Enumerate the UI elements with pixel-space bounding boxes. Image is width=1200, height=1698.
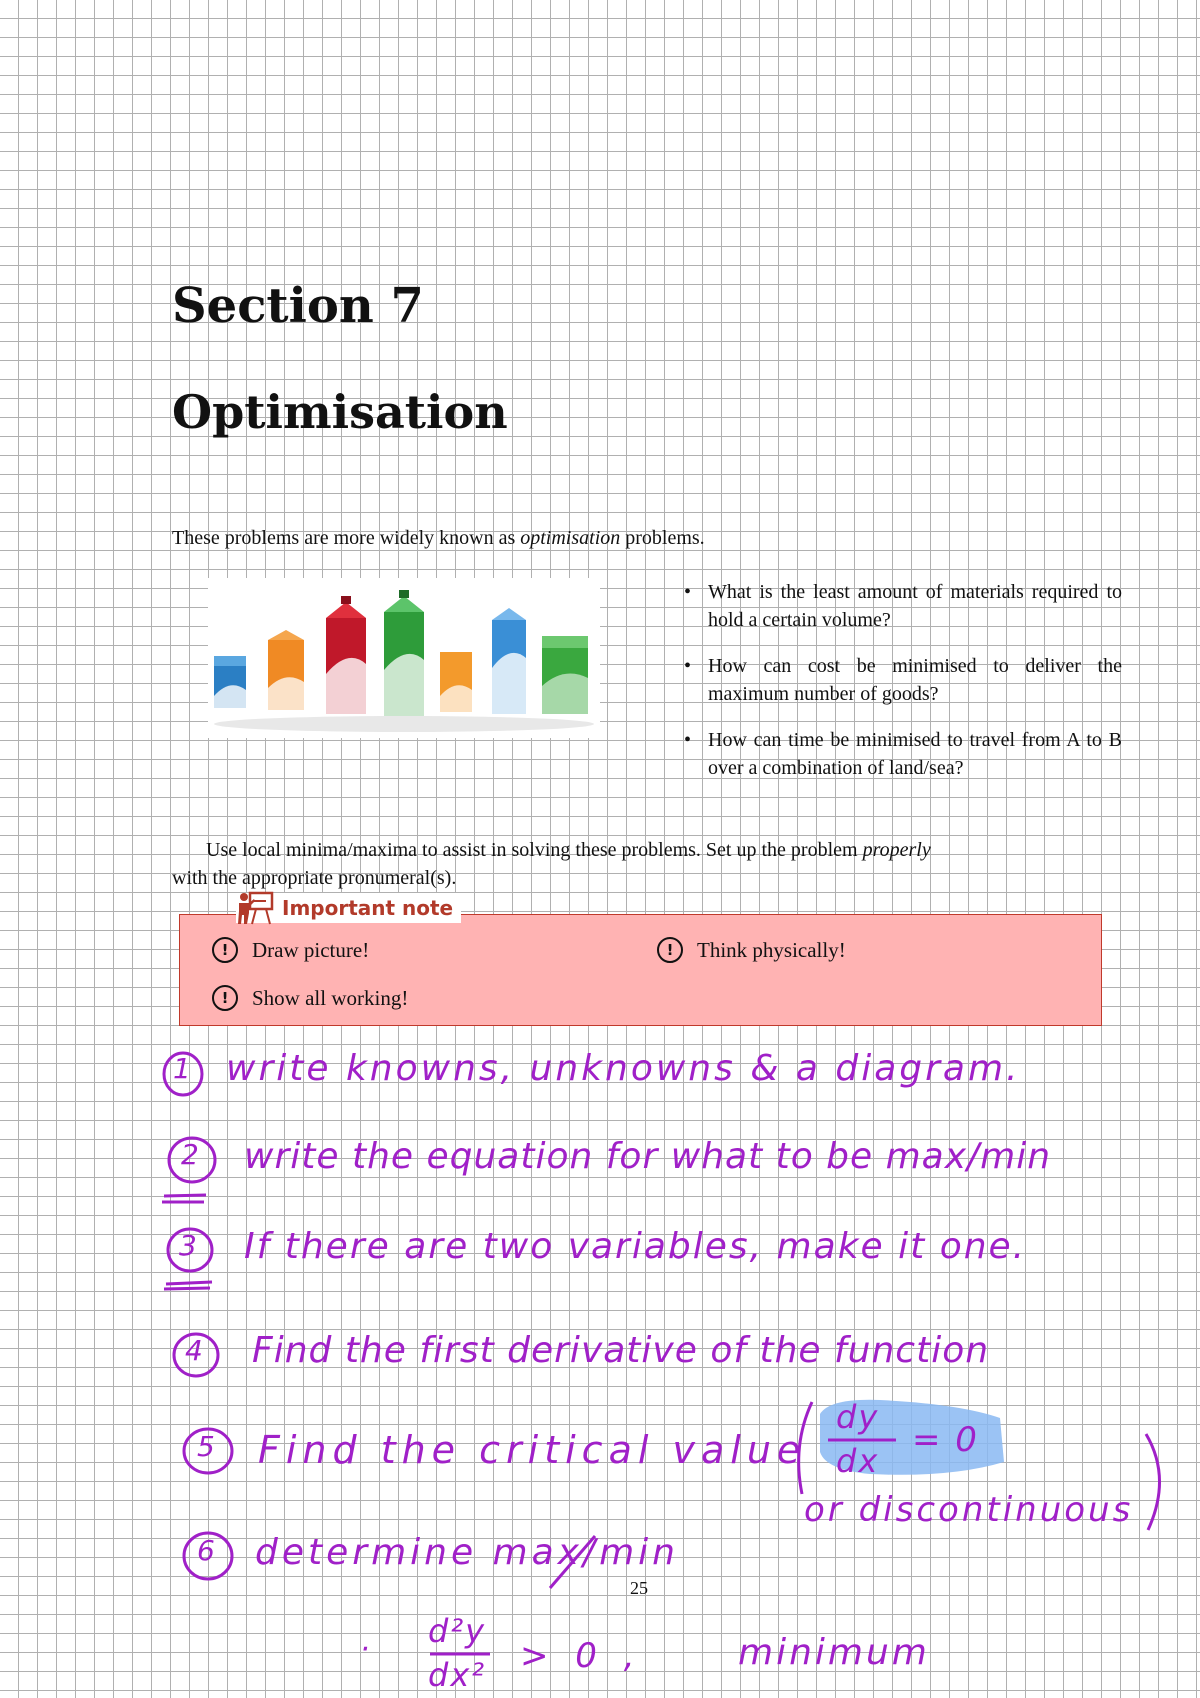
underline-mark	[164, 1282, 212, 1289]
important-note-title: Important note	[282, 896, 454, 920]
note-item-text: Think physically!	[697, 937, 846, 962]
equals-zero: = 0	[912, 1420, 979, 1460]
page-title: Optimisation	[172, 385, 508, 439]
note-item-text: Show all working!	[252, 985, 409, 1010]
close-bracket	[1146, 1434, 1160, 1530]
step-number: 2	[181, 1138, 201, 1171]
step-text: determine max/min	[255, 1532, 679, 1573]
note-item-text: Draw picture!	[252, 937, 370, 962]
step-number: 1	[173, 1052, 193, 1085]
step-text: write the equation for what to be max/min	[244, 1136, 1052, 1177]
step-number: 5	[197, 1430, 217, 1463]
step-number: 3	[179, 1229, 199, 1262]
section-label: Section 7	[172, 278, 424, 334]
step-number: 4	[185, 1334, 205, 1367]
minimum-label: minimum	[738, 1632, 930, 1673]
step-text: Find the first derivative of the function	[252, 1330, 990, 1371]
intro-before: These problems are more widely known as	[172, 527, 521, 549]
step-text: write knowns, unknowns & a diagram.	[226, 1048, 1021, 1089]
step-text: Find the critical value	[258, 1428, 807, 1472]
greater-than-zero: > 0 ,	[520, 1636, 643, 1676]
intro-emphasis: optimisation	[520, 527, 621, 549]
page-number: 25	[630, 1578, 648, 1598]
bullet-dot: ·	[360, 1632, 372, 1667]
list-item: • How can time be minimised to travel from A to B over a combination of land/sea?	[682, 726, 1122, 782]
or-discontinuous: or discontinuous	[804, 1490, 1134, 1530]
d2y-numerator: d²y	[428, 1612, 487, 1650]
list-item: • What is the least amount of materials required to hold a certain volume?	[682, 578, 1122, 634]
exclamation-icon: !	[212, 937, 238, 963]
underline-mark	[162, 1195, 206, 1202]
exclamation-icon: !	[657, 937, 683, 963]
paragraph-emphasis: properly	[862, 839, 931, 861]
dy-numerator: dy	[836, 1398, 880, 1436]
paragraph-line-2: with the appropriate pronumeral(s).	[172, 867, 457, 889]
paragraph-text: Use local minima/maxima to assist in solving these problems. Set up the problem	[206, 839, 863, 861]
intro-after: problems.	[620, 527, 705, 549]
step-number: 6	[197, 1534, 217, 1567]
dx-denominator: dx	[836, 1442, 880, 1480]
dx2-denominator: dx²	[428, 1656, 487, 1694]
step-text: If there are two variables, make it one.	[244, 1226, 1027, 1267]
exclamation-icon: !	[212, 985, 238, 1011]
list-item: • How can cost be minimised to deliver the maximum number of goods?	[682, 652, 1122, 708]
